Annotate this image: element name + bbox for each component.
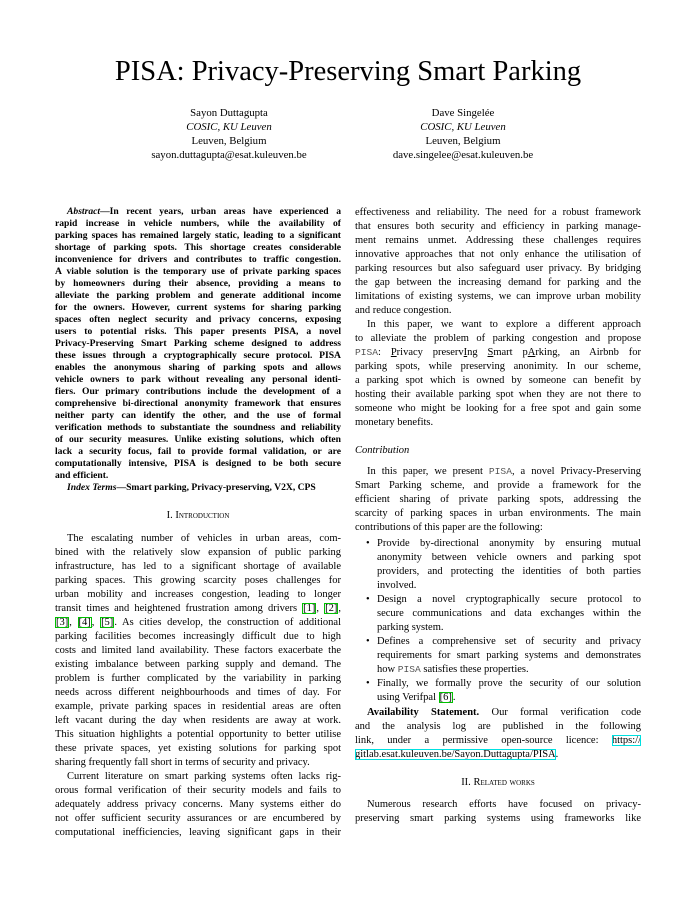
pisa-name: PISA (488, 466, 512, 477)
section-heading-related-works (355, 776, 641, 790)
body-text: rivacy preserv (396, 347, 464, 358)
body-line (355, 748, 641, 762)
body-line: Numerous research efforts have focused on privacy- (367, 799, 641, 810)
availability-label: Availability Statement. (367, 707, 480, 718)
abstract-line: by homeowners during their absence, providing a means to (55, 278, 341, 289)
body-line: The escalating number of vehicles in urban areas, com- (67, 533, 341, 544)
abstract-line: and efficient. (55, 470, 109, 481)
pisa-name: PISA (397, 664, 421, 675)
section-numeral: I. (166, 510, 173, 521)
body-line: innovative approaches that not only enhance the utilisation of (355, 249, 641, 260)
paper-title: PISA: Privacy-Preserving Smart Parking (114, 56, 582, 87)
body-line: sharing frequently fall short in terms of security and privacy. (55, 757, 310, 768)
repository-link[interactable]: https:// (611, 735, 641, 746)
body-text: how (377, 664, 398, 675)
index-terms (55, 482, 341, 494)
abstract-text: In recent years, urban areas have experienced a (109, 206, 341, 217)
abstract-line: verification methods to substantiate the soundness and reliability (55, 422, 341, 433)
abstract-line: Privacy-Preserving Smart Parking scheme designed to address (55, 338, 341, 349)
citation-link-1[interactable]: [1] (303, 603, 316, 614)
body-line: problem is further complicated by the variability in parking (55, 673, 341, 684)
section-title: Introduction (175, 510, 230, 521)
body-line: This situation highlights a potential opportunity to better utilise (55, 729, 341, 740)
body-line: and reduce congestion. (355, 305, 452, 316)
abstract-line: lack a security focus, fail to provide formal validation, or are (55, 446, 341, 457)
abstract-line: for the owners. However, current systems for sharing parking (55, 302, 341, 313)
body-text: In this paper, we present (367, 466, 489, 477)
citation-link-4[interactable]: [4] (78, 617, 91, 628)
author-name: Sayon Duttagupta (190, 107, 268, 119)
body-line: hosting their available parking spot when they are not there to (355, 389, 641, 400)
body-text: Our formal verification code (479, 707, 641, 718)
abstract-line: shortage of parking spots. This shortage creates considerable (55, 242, 341, 253)
author-affiliation: COSIC, KU Leuven (420, 121, 506, 133)
repository-link[interactable]: gitlab.esat.kuleuven.be/Sayon.Duttagupta/PISA (355, 749, 556, 760)
left-column (55, 206, 341, 840)
body-line (355, 465, 641, 479)
author-name: Dave Singelée (431, 107, 495, 119)
body-line: not offer sufficient security assurances or are encumbered by (55, 813, 341, 824)
body-line (355, 734, 641, 748)
bullet-icon: • (366, 678, 370, 689)
body-text: . (555, 749, 559, 760)
abstract-line: comprehensive bi-directional anonymity framework that ensures (55, 398, 341, 409)
body-line: Design a novel cryptographically secure protocol to (377, 594, 641, 605)
abstract-line: parking spaces has remained largely static, leading to a significant (55, 230, 341, 241)
body-text: : (378, 347, 391, 358)
abstract (55, 206, 341, 494)
body-text: using Verifpal (377, 692, 439, 703)
abstract-line: neither party can identify the other, and the use of formal (55, 410, 341, 421)
body-line: that ensures both security and efficiency in parking manage- (355, 221, 641, 232)
bullet-icon: • (366, 538, 370, 549)
body-line: scarcity of parking spaces in urban environments. The main (355, 508, 641, 519)
abstract-line: users to potential risks. This paper presents PISA, a novel (55, 326, 341, 337)
abstract-line: of our security measures. Unlike existing solutions, which often (55, 434, 341, 445)
body-line: effectiveness and reliability. The need for a robust framework (355, 207, 641, 218)
body-line: Provide by-directional anonymity by ensuring mutual (377, 538, 641, 549)
abstract-line: enables the anonymous sharing of parking spots and allows (55, 362, 341, 373)
body-text: . (452, 692, 456, 703)
body-line: urban mobility and increases congestion, leading to longer (55, 589, 341, 600)
body-text: , a novel Privacy-Preserving (511, 466, 641, 477)
acronym-letter: P (390, 347, 397, 358)
list-item (366, 635, 641, 677)
body-line: providers, and protecting the identities of both parties (377, 566, 641, 577)
pisa-name: PISA (355, 347, 379, 358)
contribution-list (355, 537, 641, 705)
index-terms-label: Index Terms (67, 482, 117, 493)
body-text: . As cities develop, the construction of additional (114, 617, 342, 628)
section-numeral: II. (461, 777, 471, 788)
author-location: Leuven, Belgium (425, 135, 501, 147)
body-line: parking resources but also safeguard user privacy. By bridging (355, 263, 641, 274)
abstract-line: alleviate the parking problem and generate additional income (55, 290, 341, 301)
body-text: transit times and heightened frustration among drivers (55, 603, 303, 614)
index-terms-dash: — (116, 482, 127, 493)
abstract-label: Abstract (67, 206, 101, 217)
body-line: Finally, we formally prove the security of our solution (377, 678, 641, 689)
citation-link-3[interactable]: [3] (56, 617, 69, 628)
body-line (355, 346, 641, 360)
body-line: bined with the relatively slow expansion of public parking (55, 547, 341, 558)
body-line: Defines a comprehensive set of security and privacy (377, 636, 641, 647)
body-line: [3], [4], [5]. As cities develop, the construction of additional (56, 617, 342, 628)
abstract-line: these issues through a cryptographically secure protocol. PISA (55, 350, 341, 361)
subsection-heading-contribution: Contribution (355, 445, 410, 456)
acronym-letter: A (527, 347, 536, 358)
body-line: parking facilities becomes increasingly difficult due to high (55, 631, 341, 642)
body-line: infrastructure, has led to a significant shortage of available (55, 561, 341, 572)
citation-link-2[interactable]: [2] (325, 603, 338, 614)
body-line: parking spaces. This growing scarcity poses challenges for (55, 575, 341, 586)
abstract-line (55, 206, 341, 218)
body-line (377, 691, 641, 705)
body-line: secure communications and data exchanges within the (377, 608, 641, 619)
body-line: involved. (377, 580, 417, 591)
author-email: dave.singelee@esat.kuleuven.be (392, 149, 534, 161)
body-line: someone who might be looking for a free spot and gain some (355, 403, 641, 414)
body-line (355, 706, 641, 720)
author-block-2 (343, 106, 583, 162)
body-text: link, under a permissive open-source licence: (355, 735, 612, 746)
body-text: , (316, 603, 325, 614)
body-text: rking, an Airbnb for (535, 347, 641, 358)
body-line: these private spaces, yet existing solutions for parking spot (55, 743, 341, 754)
body-text: , (338, 603, 341, 614)
body-line: example, private parking spaces in residential areas are often (55, 701, 341, 712)
list-item (366, 593, 641, 635)
body-line: left vacant during the day when residents are away at work. (55, 715, 341, 726)
body-line: to alleviate the problem of parking congestion and propose (355, 333, 641, 344)
body-text: ng (467, 347, 488, 358)
body-line: costs and limited land availability. These factors exacerbate the (55, 645, 341, 656)
author-location: Leuven, Belgium (191, 135, 267, 147)
bullet-icon: • (366, 636, 370, 647)
body-line: limitations of existing systems, we can improve urban mobility (355, 291, 641, 302)
body-line: a parking spot which is owned by someone can benefit by (355, 375, 641, 386)
body-line: orous formal verification of their security models and fails to (55, 785, 341, 796)
section-title: Related works (473, 777, 535, 788)
body-line: preserving smart parking systems using frameworks like (355, 813, 641, 824)
abstract-line: rapid increase in vehicle numbers, while the availability of (55, 218, 341, 229)
abstract-line: inconvenience for drivers and contributes to traffic congestion. (55, 254, 341, 265)
body-line: efficient sharing of private parking spots, addressing the (355, 494, 641, 505)
body-line: parking system. (377, 622, 444, 633)
body-line: In this paper, we want to explore a different approach (367, 319, 641, 330)
body-line: anonymity between vehicle owners and parking spot (377, 552, 641, 563)
abstract-dash: — (100, 206, 110, 217)
body-line: adequately address privacy concerns. Many systems either do (55, 799, 341, 810)
list-item (366, 677, 641, 705)
body-line (55, 602, 341, 616)
abstract-line: fiers. Our primary contributions include the development of a (55, 386, 341, 397)
acronym-letter: I (463, 347, 468, 358)
body-line: Smart Parking scheme, and provide a framework for the (355, 480, 641, 491)
citation-link-5[interactable]: [5] (101, 617, 114, 628)
bullet-icon: • (366, 594, 370, 605)
author-block-1 (109, 106, 349, 162)
index-terms-text: Smart parking, Privacy-preserving, V2X, CPS (126, 482, 316, 493)
body-line: needs across different neighbourhoods and times of day. For (55, 687, 341, 698)
right-column (355, 206, 641, 826)
abstract-line: computationally intensive, PISA is designed to be both secure (55, 458, 341, 469)
body-text: mart p (493, 347, 528, 358)
body-line: parking spots, while preserving anonimity. In our scheme, (355, 361, 641, 372)
body-line: requirements for smart parking systems and demonstrates (377, 650, 641, 661)
body-text: satisfies these properties. (420, 664, 529, 675)
body-line: computational inefficiencies, leaving significant gaps in their (55, 827, 341, 838)
body-line: Current literature on smart parking systems often lacks rig- (67, 771, 341, 782)
acronym-letter: S (487, 347, 494, 358)
body-line: ment remains unmet. Addressing these challenges requires (355, 235, 641, 246)
citation-link-6[interactable]: [6] (439, 692, 452, 703)
list-item (366, 537, 641, 593)
body-line: existing imbalance between parking supply and demand. The (55, 659, 341, 670)
section-heading-introduction (55, 509, 341, 523)
body-line (377, 663, 641, 677)
body-line: contributions of this paper are the following: (355, 522, 543, 533)
body-line: and the analysis log are published in the following (355, 721, 641, 732)
author-email: sayon.duttagupta@esat.kuleuven.be (151, 149, 307, 161)
body-line: the gap between the increasing demand for parking and the (355, 277, 641, 288)
body-line: monetary benefits. (355, 417, 434, 428)
abstract-line: A viable solution is the temporary use of private parking spaces (55, 266, 341, 277)
abstract-line: vehicle owners to park without revealing any personal identi- (55, 374, 341, 385)
author-affiliation: COSIC, KU Leuven (186, 121, 272, 133)
abstract-line: spaces often neglect security and privacy concerns, exposing (55, 314, 341, 325)
